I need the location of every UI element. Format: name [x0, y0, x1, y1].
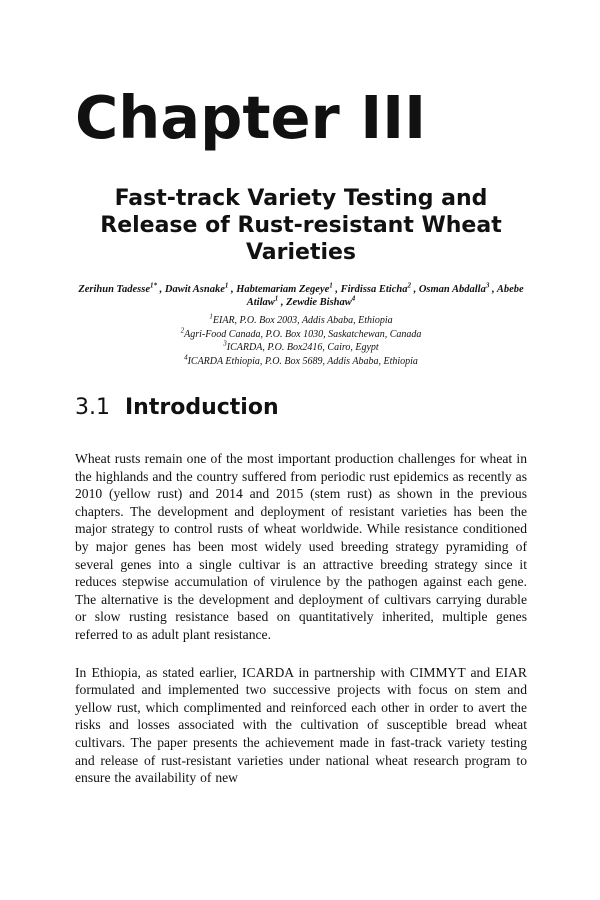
author-affiliation-mark: 2	[407, 281, 411, 290]
affiliation-line	[75, 314, 527, 328]
affiliation-mark: 3	[223, 339, 227, 348]
body-paragraph: In Ethiopia, as stated earlier, ICARDA in partnership with CIMMYT and EIAR formulated and implemented two successive projects with focus on stem and yellow rust, which complimented and reinforced each other in order to avert the risks and losses associated with the cultivation of susceptible bread wheat cultivars. The paper presents the achievement made in fast-track variety testing and release of rust-resistant varieties under national wheat research program to ensure the availability of new	[75, 664, 527, 786]
affiliation-list	[75, 314, 527, 368]
affiliation-mark: 4	[184, 353, 188, 362]
author-affiliation-mark: 1	[274, 294, 279, 303]
body-paragraph: Wheat rusts remain one of the most important production challenges for wheat in the highlands and the country suffered from periodic rust epidemics as recently as 2010 (yellow rust) and 2014 and 2015 (stem rust) as shown in the previous chapters. The development and deployment of resistant varieties has been the major strategy to control rusts of wheat worldwide. While resistance conditioned by major genes has been most widely used breeding strategy pyramiding of several genes into a single cultivar is an attractive breeding strategy since it reduces stepwise accumulation of virulence by the pathogen against each gene. The alternative is the development and deployment of cultivars carrying durable or slow rusting resistance based on quantitatively inherited, multiple genes referred to as adult plant resistance.	[75, 451, 527, 642]
author-name: Abebe Atilaw	[246, 284, 524, 308]
affiliation-line	[75, 355, 527, 369]
affiliation-line	[75, 341, 527, 355]
affiliation-text: EIAR, P.O. Box 2003, Addis Ababa, Ethiopia	[212, 315, 393, 326]
author-separator: ,	[335, 284, 341, 295]
affiliation-line	[75, 328, 527, 342]
author	[78, 281, 157, 295]
section-heading	[75, 395, 527, 421]
author-separator: ,	[231, 284, 237, 295]
author-name: Firdissa Eticha	[340, 284, 408, 295]
author-separator: ,	[413, 284, 419, 295]
author	[413, 281, 490, 295]
section-title: Introduction	[125, 395, 279, 420]
author-name: Dawit Asnake	[164, 284, 225, 295]
author	[159, 281, 229, 295]
affiliation-text: Agri-Food Canada, P.O. Box 1030, Saskatchewan, Canada	[184, 328, 422, 340]
author-name: Zerihun Tadesse	[78, 284, 150, 295]
author-affiliation-mark: 4	[351, 294, 356, 303]
affiliation-mark: 2	[180, 326, 185, 335]
author-separator: ,	[280, 297, 287, 308]
affiliation-text: ICARDA Ethiopia, P.O. Box 5689, Addis Ababa, Ethiopia	[187, 355, 418, 367]
author-name: Osman Abdalla	[418, 284, 486, 295]
section-number: 3.1	[75, 395, 110, 420]
affiliation-text: ICARDA, P.O. Box2416, Cairo, Egypt	[226, 342, 379, 353]
author-affiliation-mark: 1	[224, 281, 229, 290]
affiliation-mark: 1	[209, 312, 213, 321]
author-separator: ,	[159, 284, 165, 295]
author-affiliation-mark: 3	[485, 281, 490, 290]
author	[335, 281, 411, 295]
chapter-title: Chapter III	[75, 83, 427, 152]
author	[231, 281, 333, 295]
chapter-subtitle: Fast-track Variety Testing and Release of Rust-resistant Wheat Varieties	[100, 186, 502, 265]
author-affiliation-mark: 1	[329, 281, 333, 290]
author-separator: ,	[491, 284, 497, 295]
author-line	[75, 283, 527, 309]
author-name: Habtemariam Zegeye	[236, 284, 330, 295]
author-affiliation-mark: 1*	[150, 281, 157, 290]
author	[280, 294, 356, 308]
author-name: Zewdie Bishaw	[286, 297, 352, 308]
